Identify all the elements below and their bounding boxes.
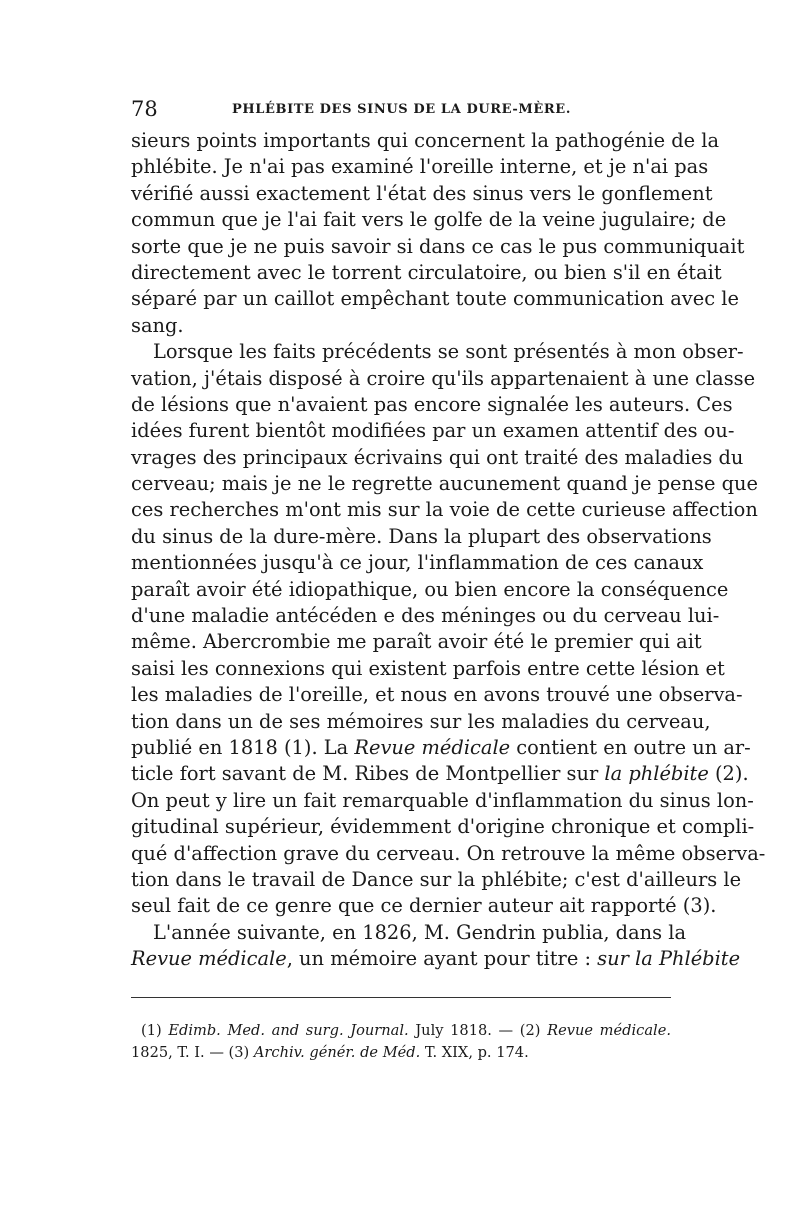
- text-line: de lésions que n'avaient pas encore signalée les auteurs. Ces: [131, 392, 733, 416]
- text-line: seul fait de ce genre que ce dernier auteur ait rapporté (3).: [131, 894, 717, 918]
- text-line: Lorsque les faits précédents se sont présentés à mon obser-: [153, 340, 744, 364]
- text-segment: T. XIX, p. 174.: [420, 1044, 529, 1061]
- journal-title: Archiv. génér. de Méd.: [253, 1044, 421, 1061]
- text-line: [131, 946, 741, 972]
- page-header: [131, 97, 671, 121]
- text-line: sorte que je ne puis savoir si dans ce cas le pus communiquait: [131, 234, 745, 258]
- text-line: même. Abercrombie me paraît avoir été le premier qui ait: [131, 630, 702, 654]
- footnote-line: [131, 1020, 671, 1042]
- journal-title: Revue médicale.: [547, 1022, 671, 1039]
- body-text: [131, 128, 766, 973]
- journal-title: Edimb. Med. and surg. Journal.: [168, 1022, 409, 1039]
- text-line: tion dans un de ses mémoires sur les maladies du cerveau,: [131, 709, 711, 733]
- footnote-divider: [131, 997, 671, 999]
- text-line: les maladies de l'oreille, et nous en avons trouvé une observa-: [131, 683, 743, 707]
- text-line: d'une maladie antécéden e des méninges ou du cerveau lui-: [131, 604, 720, 628]
- text-line: commun que je l'ai fait vers le golfe de la veine jugulaire; de: [131, 208, 727, 232]
- text-segment: ticle fort savant de M. Ribes de Montpellier sur: [131, 762, 605, 786]
- text-line: séparé par un caillot empêchant toute communication avec le: [131, 287, 739, 311]
- text-segment: (2).: [708, 762, 749, 786]
- text-line: du sinus de la dure-mère. Dans la plupart des observations: [131, 524, 712, 548]
- text-line: mentionnées jusqu'à ce jour, l'inflammation de ces canaux: [131, 551, 704, 575]
- text-line: vérifié aussi exactement l'état des sinus vers le gonflement: [131, 181, 713, 205]
- text-segment: July 1818. — (2): [408, 1022, 548, 1039]
- footnotes: [131, 1020, 671, 1064]
- text-line: saisi les connexions qui existent parfois entre cette lésion et: [131, 656, 725, 680]
- text-segment: 1825, T. I. — (3): [131, 1044, 254, 1061]
- text-line: idées furent bientôt modifiées par un examen attentif des ou-: [131, 419, 735, 443]
- page-number: 78: [131, 97, 158, 121]
- text-line: gitudinal supérieur, évidemment d'origine chronique et compli-: [131, 815, 755, 839]
- journal-title: Revue médicale: [354, 735, 511, 759]
- text-segment: (1): [141, 1022, 169, 1039]
- text-line: L'année suivante, en 1826, M. Gendrin publia, dans la: [153, 920, 687, 944]
- text-line: sang.: [131, 313, 184, 337]
- article-title: la phlébite: [604, 762, 709, 786]
- text-segment: publié en 1818 (1). La: [131, 735, 355, 759]
- text-line: ces recherches m'ont mis sur la voie de cette curieuse affection: [131, 498, 758, 522]
- text-line: paraît avoir été idiopathique, ou bien encore la conséquence: [131, 577, 729, 601]
- text-line: [131, 761, 749, 787]
- text-line: phlébite. Je n'ai pas examiné l'oreille interne, et je n'ai pas: [131, 155, 709, 179]
- text-line: vrages des principaux écrivains qui ont traité des maladies du: [131, 445, 744, 469]
- text-segment: , un mémoire ayant pour titre :: [286, 947, 598, 971]
- text-line: On peut y lire un fait remarquable d'inflammation du sinus lon-: [131, 788, 754, 812]
- text-line: [131, 735, 751, 761]
- article-title: sur la Phlébite: [597, 947, 741, 971]
- text-line: vation, j'étais disposé à croire qu'ils appartenaient à une classe: [131, 366, 756, 390]
- text-line: qué d'affection grave du cerveau. On retrouve la même observa-: [131, 841, 766, 865]
- running-title: PHLÉBITE DES SINUS DE LA DURE-MÈRE.: [232, 102, 571, 117]
- text-line: sieurs points importants qui concernent la pathogénie de la: [131, 129, 720, 152]
- text-line: tion dans le travail de Dance sur la phlébite; c'est d'ailleurs le: [131, 867, 742, 891]
- footnote-line: [131, 1042, 671, 1064]
- text-line: cerveau; mais je ne le regrette aucunement quand je pense que: [131, 472, 758, 496]
- text-segment: contient en outre un ar-: [510, 735, 751, 759]
- journal-title: Revue médicale: [131, 947, 287, 971]
- text-line: directement avec le torrent circulatoire, ou bien s'il en était: [131, 260, 722, 284]
